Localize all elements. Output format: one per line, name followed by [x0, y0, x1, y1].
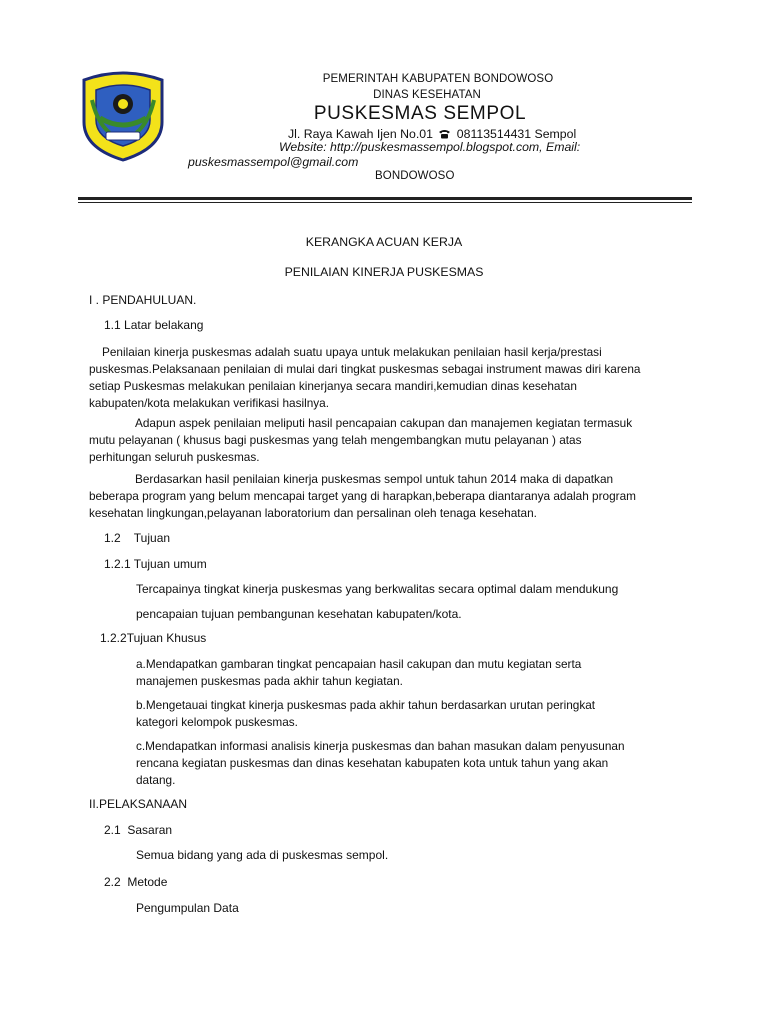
header-address: Jl. Raya Kawah Ijen No.01 — [288, 127, 433, 141]
section-heading-pendahuluan: I . PENDAHULUAN. — [89, 293, 197, 307]
header-city: BONDOWOSO — [375, 170, 455, 182]
paragraph-line: mutu pelayanan ( khusus bagi puskesmas yang telah mengembangkan mutu pelayanan ) atas — [89, 433, 582, 447]
paragraph-sasaran: Semua bidang yang ada di puskesmas sempol. — [136, 848, 389, 862]
list-item-tujuan-khusus-a — [136, 656, 581, 690]
regency-emblem-logo — [78, 70, 168, 162]
subsection-heading-metode: 2.2 Metode — [104, 875, 168, 889]
paragraph-line: beberapa program yang belum mencapai target yang di harapkan,beberapa diantaranya adalah program — [89, 489, 636, 503]
header-divider-thick — [78, 197, 692, 200]
paragraph-line: b.Mengetauai tingkat kinerja puskesmas pada akhir tahun berdasarkan urutan peringkat — [136, 698, 596, 712]
paragraph-line: manajemen puskesmas pada akhir tahun kegiatan. — [136, 674, 403, 688]
paragraph-tujuan-umum-line1: Tercapainya tingkat kinerja puskesmas yang berkwalitas secara optimal dalam mendukung — [136, 582, 619, 596]
paragraph-line: Berdasarkan hasil penilaian kinerja puskesmas sempol untuk tahun 2014 maka di dapatkan — [135, 472, 614, 486]
header-institution-name: PUSKESMAS SEMPOL — [313, 103, 527, 124]
subsection-heading-tujuan-umum: 1.2.1 Tujuan umum — [104, 557, 207, 571]
header-divider-thin — [78, 202, 692, 203]
header-department-line: DINAS KESEHATAN — [373, 89, 481, 101]
paragraph-tujuan-umum-line2: pencapaian tujuan pembangunan kesehatan kabupaten/kota. — [136, 607, 462, 621]
subsection-heading-tujuan-khusus: 1.2.2Tujuan Khusus — [100, 631, 207, 645]
paragraph-line: setiap Puskesmas melakukan penilaian kinerjanya secara mandiri,kemudian dinas kesehatan — [89, 379, 577, 393]
list-item-tujuan-khusus-c — [136, 738, 625, 789]
document-subtitle: PENILAIAN KINERJA PUSKESMAS — [284, 265, 484, 279]
paragraph-line: Adapun aspek penilaian meliputi hasil pencapaian cakupan dan manajemen kegiatan termasuk — [135, 416, 633, 430]
paragraph-line: kesehatan lingkungan,pelayanan laboratorium dan persalinan oleh tenaga kesehatan. — [89, 506, 537, 520]
paragraph-latar-belakang-2 — [89, 415, 632, 466]
header-website: Website: http://puskesmassempol.blogspot.com, Email: — [279, 140, 581, 154]
paragraph-line: perhitungan seluruh puskesmas. — [89, 450, 260, 464]
paragraph-line: Penilaian kinerja puskesmas adalah suatu upaya untuk melakukan penilaian hasil kerja/prestasi — [102, 345, 602, 359]
paragraph-latar-belakang-1 — [89, 344, 640, 412]
header-email: puskesmassempol@gmail.com — [188, 155, 359, 169]
document-title: KERANGKA ACUAN KERJA — [305, 235, 463, 249]
subsection-heading-sasaran: 2.1 Sasaran — [104, 823, 173, 837]
paragraph-latar-belakang-3 — [89, 471, 636, 522]
paragraph-line: a.Mendapatkan gambaran tingkat pencapaian hasil cakupan dan mutu kegiatan serta — [136, 657, 582, 671]
paragraph-line: kabupaten/kota melakukan verifikasi hasilnya. — [89, 396, 330, 410]
paragraph-line: puskesmas.Pelaksanaan penilaian di mulai dari tingkat puskesmas sebagai instrument mawas diri karena — [89, 362, 641, 376]
telephone-icon — [438, 129, 451, 139]
header-address-line — [288, 127, 576, 141]
header-phone: 08113514431 Sempol — [456, 127, 577, 141]
list-item-tujuan-khusus-b — [136, 697, 595, 731]
subsection-heading-tujuan: 1.2 Tujuan — [104, 531, 171, 545]
section-heading-pelaksanaan: II.PELAKSANAAN — [89, 797, 188, 811]
subsection-heading-latar-belakang: 1.1 Latar belakang — [104, 318, 204, 332]
header-government-line: PEMERINTAH KABUPATEN BONDOWOSO — [322, 73, 554, 85]
paragraph-line: c.Mendapatkan informasi analisis kinerja puskesmas dan bahan masukan dalam penyusunan — [136, 739, 625, 753]
paragraph-line: rencana kegiatan puskesmas dan dinas kesehatan kabupaten kota untuk tahun yang akan — [136, 756, 609, 770]
paragraph-line: kategori kelompok puskesmas. — [136, 715, 298, 729]
paragraph-line: datang. — [136, 773, 176, 787]
paragraph-metode: Pengumpulan Data — [136, 901, 239, 915]
